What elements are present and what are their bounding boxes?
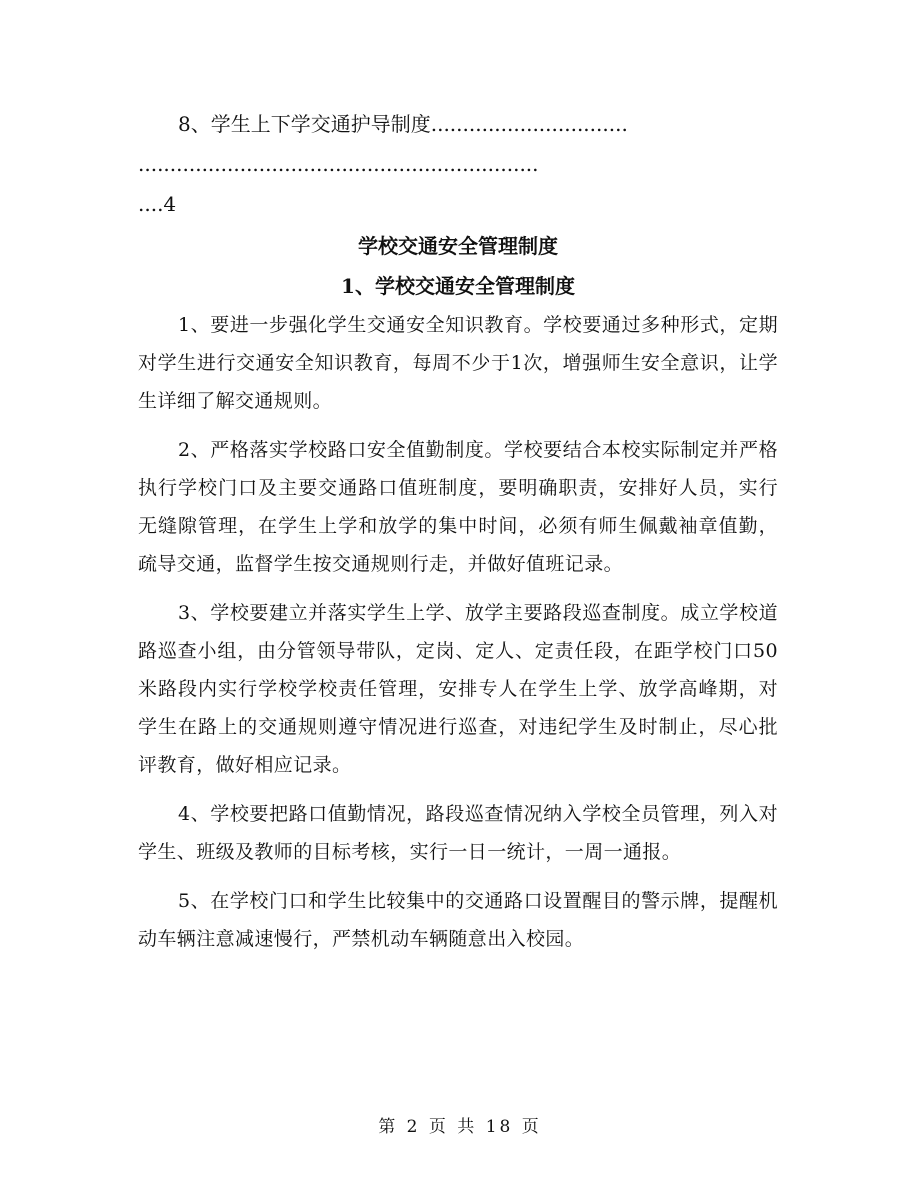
paragraph-5: 5、在学校门口和学生比较集中的交通路口设置醒目的警示牌，提醒机动车辆注意减速慢行，严禁机动车辆随意出入校园。 <box>138 890 778 950</box>
page-footer: 第 2 页 共 18 页 <box>378 1117 542 1137</box>
toc-entry: 8、学生上下学交通护导制度............................... <box>178 112 628 136</box>
page-content <box>138 104 778 969</box>
document-title: 学校交通安全管理制度 <box>358 234 558 258</box>
toc-entry-page-number: ....4 <box>138 192 177 216</box>
paragraph-2: 2、严格落实学校路口安全值勤制度。学校要结合本校实际制定并严格执行学校门口及主要交通路口值班制度，要明确职责，安排好人员，实行无缝隙管理，在学生上学和放学的集中时间，必须有师生佩戴袖章值勤，疏导交通，监督学生按交通规则行走，并做好值班记录。 <box>138 439 778 575</box>
section-title: 1、学校交通安全管理制度 <box>341 274 575 298</box>
paragraph-3: 3、学校要建立并落实学生上学、放学主要路段巡查制度。成立学校道路巡查小组，由分管领导带队，定岗、定人、定责任段，在距学校门口50米路段内实行学校学校责任管理，安排专人在学生上学、放学高峰期，对学生在路上的交通规则遵守情况进行巡查，对违纪学生及时制止，尽心批评教育，做好相应记录。 <box>138 602 778 776</box>
toc-entry-continuation: ............................................................... <box>138 152 539 176</box>
paragraph-4: 4、学校要把路口值勤情况，路段巡查情况纳入学校全员管理，列入对学生、班级及教师的目标考核，实行一日一统计，一周一通报。 <box>138 803 778 863</box>
paragraph-1: 1、要进一步强化学生交通安全知识教育。学校要通过多种形式，定期对学生进行交通安全知识教育，每周不少于1次，增强师生安全意识，让学生详细了解交通规则。 <box>138 314 778 412</box>
